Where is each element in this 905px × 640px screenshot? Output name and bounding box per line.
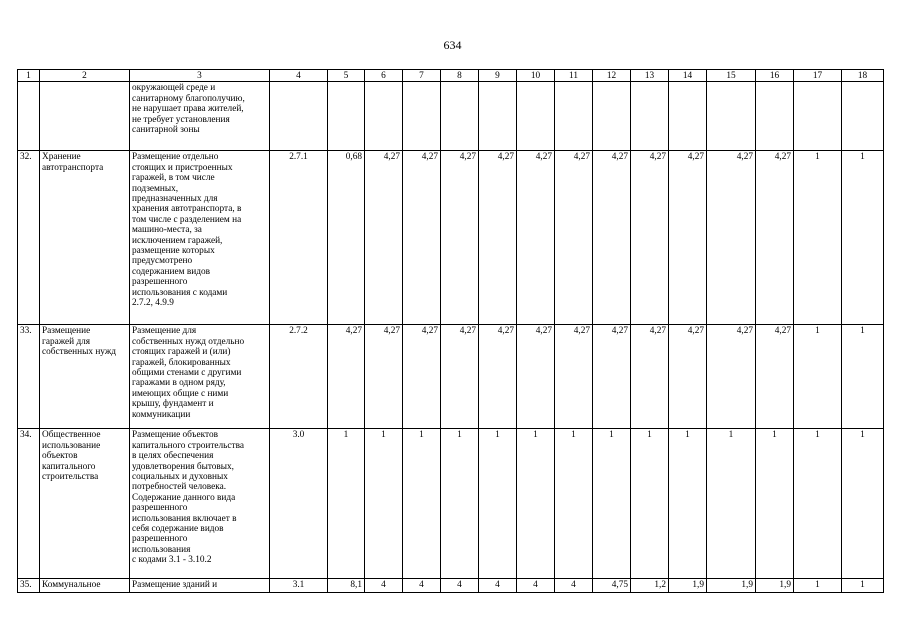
row-value: 4,75 — [593, 579, 631, 592]
row-value: 1 — [593, 429, 631, 579]
row-value: 1,9 — [669, 579, 707, 592]
row-value: 4,27 — [756, 151, 794, 325]
row-value: 4,27 — [328, 325, 365, 429]
column-header: 16 — [756, 70, 794, 82]
row-code: 3.1 — [270, 579, 328, 592]
row-value: 4 — [365, 579, 403, 592]
row-value: 1 — [555, 429, 593, 579]
row-value: 4 — [517, 579, 555, 592]
column-header: 8 — [441, 70, 479, 82]
column-header: 9 — [479, 70, 517, 82]
row-name: Коммунальное — [40, 579, 130, 592]
row-value: 1,9 — [707, 579, 756, 592]
page-number: 634 — [443, 38, 462, 52]
row-value: 4,27 — [593, 325, 631, 429]
column-header: 6 — [365, 70, 403, 82]
row-number: 32. — [18, 151, 40, 325]
row-value: 4,27 — [441, 151, 479, 325]
row-value: 4 — [441, 579, 479, 592]
row-value: 0,68 — [328, 151, 365, 325]
row-description: Размещение отдельно стоящих и пристроенных гаражей, в том числе подземных, предназначенных для хранения автотранспорта, в том числе с разделением на машино-места, за исключением гаражей, размещение которых предусмотрено содержанием видов разрешенного использования с кодами 2.7.2, 4.9.9 — [130, 151, 270, 325]
column-header: 14 — [669, 70, 707, 82]
row-value: 4,27 — [555, 325, 593, 429]
row-value: 4,27 — [517, 151, 555, 325]
row-value: 1 — [842, 429, 884, 579]
row-value: 1 — [669, 429, 707, 579]
row-description: Размещение объектов капитального строительства в целях обеспечения удовлетворения бытовых, социальных и духовных потребностей человека. Содержание данного вида разрешенного использования включает в себя содержание видов разрешенного использования с кодами 3.1 - 3.10.2 — [130, 429, 270, 579]
row-value: 1 — [479, 429, 517, 579]
column-header: 3 — [130, 70, 270, 82]
table-row — [18, 579, 884, 592]
row-value: 1 — [794, 151, 842, 325]
row-value: 1 — [794, 579, 842, 592]
row-value: 1,2 — [631, 579, 669, 592]
column-header: 17 — [794, 70, 842, 82]
row-value: 4,27 — [365, 325, 403, 429]
row-value: 4,27 — [669, 151, 707, 325]
row-value: 1 — [441, 429, 479, 579]
row-number: 34. — [18, 429, 40, 579]
row-value: 4,27 — [403, 325, 441, 429]
row-value: 1 — [707, 429, 756, 579]
row-value: 1 — [794, 429, 842, 579]
row-value: 4,27 — [555, 151, 593, 325]
row-number: 35. — [18, 579, 40, 592]
column-header: 13 — [631, 70, 669, 82]
row-description: Размещение зданий и — [130, 579, 270, 592]
table-row-continuation — [18, 82, 884, 151]
table-row — [18, 429, 884, 579]
column-header: 2 — [40, 70, 130, 82]
column-header: 15 — [707, 70, 756, 82]
column-header: 12 — [593, 70, 631, 82]
table-row — [18, 325, 884, 429]
row-value: 4,27 — [669, 325, 707, 429]
column-header: 5 — [328, 70, 365, 82]
row-value: 4 — [479, 579, 517, 592]
row-value: 4,27 — [631, 325, 669, 429]
column-header: 1 — [18, 70, 40, 82]
row-value: 4,27 — [593, 151, 631, 325]
column-number-header-row — [18, 70, 884, 82]
row-value: 1 — [631, 429, 669, 579]
row-name: Общественное использование объектов капитального строительства — [40, 429, 130, 579]
column-header: 7 — [403, 70, 441, 82]
row-value: 4,27 — [707, 325, 756, 429]
row-value: 1 — [328, 429, 365, 579]
row-value: 1 — [842, 579, 884, 592]
row-value: 8,1 — [328, 579, 365, 592]
row-value: 4,27 — [479, 151, 517, 325]
row-value: 4,27 — [365, 151, 403, 325]
row-value: 1 — [403, 429, 441, 579]
row-value: 4 — [555, 579, 593, 592]
row-value: 4,27 — [517, 325, 555, 429]
row-name: Хранение автотранспорта — [40, 151, 130, 325]
row-value: 4,27 — [441, 325, 479, 429]
row-value: 1 — [842, 151, 884, 325]
column-header: 4 — [270, 70, 328, 82]
row-value: 4,27 — [479, 325, 517, 429]
row-value: 1,9 — [756, 579, 794, 592]
row-code: 3.0 — [270, 429, 328, 579]
row-value: 1 — [842, 325, 884, 429]
column-header: 10 — [517, 70, 555, 82]
row-code: 2.7.2 — [270, 325, 328, 429]
row-description: Размещение для собственных нужд отдельно стоящих гаражей и (или) гаражей, блокированных общими стенами с другими гаражами в одном ряду, имеющих общие с ними крышу, фундамент и коммуникации — [130, 325, 270, 429]
row-name: Размещение гаражей для собственных нужд — [40, 325, 130, 429]
column-header: 11 — [555, 70, 593, 82]
row-value: 1 — [756, 429, 794, 579]
column-header: 18 — [842, 70, 884, 82]
row-value: 4,27 — [403, 151, 441, 325]
row-code: 2.7.1 — [270, 151, 328, 325]
data-table — [17, 69, 884, 593]
row-description: окружающей среде и санитарному благополучию, не нарушает права жителей, не требует установления санитарной зоны — [130, 82, 270, 151]
row-value: 4,27 — [756, 325, 794, 429]
row-value: 4,27 — [707, 151, 756, 325]
row-value: 1 — [517, 429, 555, 579]
row-value: 1 — [794, 325, 842, 429]
table-row — [18, 151, 884, 325]
row-value: 4 — [403, 579, 441, 592]
row-number: 33. — [18, 325, 40, 429]
row-value: 1 — [365, 429, 403, 579]
row-value: 4,27 — [631, 151, 669, 325]
